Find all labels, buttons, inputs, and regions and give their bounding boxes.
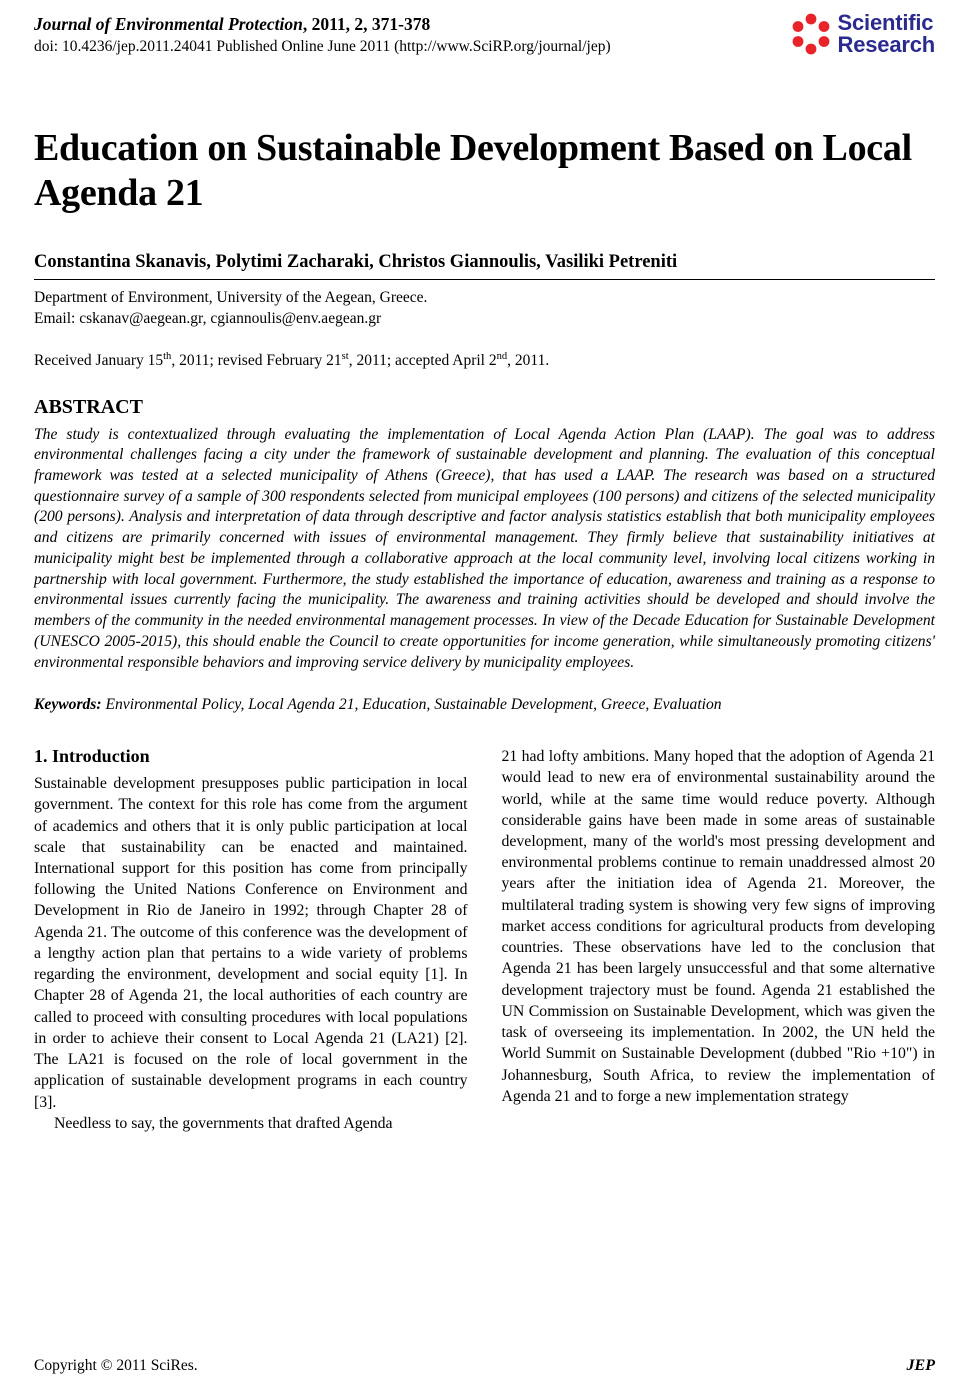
copyright-notice: Copyright © 2011 SciRes. xyxy=(34,1357,198,1374)
column-right xyxy=(502,746,936,1134)
journal-volume-pages: , 2011, 2, 371-378 xyxy=(302,14,431,34)
received-end: , 2011. xyxy=(507,351,550,369)
paragraph: Sustainable development presupposes public participation in local government. The context for this role has come from the argument of academics and others that it is only public participation at local scale that sustainability can be enacted and maintained. International support for this position has come from principally following the United Nations Conference on Environment and Development in Rio de Janeiro in 1992; through Chapter 28 of Agenda 21. The outcome of this conference was the development of a lengthy action plan that pertains to a wide variety of problems regarding the environment, development and social equity [1]. In Chapter 28 of Agenda 21, the local authorities of each country are called to proceed with consulting procedures with local populations in order to achieve their consent to Local Agenda 21 (LA21) [2]. The LA21 is focused on the role of local government in the application of sustainable development programs in each country [3]. xyxy=(34,775,468,1111)
page-footer xyxy=(34,1357,935,1375)
email-line: Email: cskanav@aegean.gr, cgiannoulis@env.aegean.gr xyxy=(34,309,382,327)
section-heading-introduction: 1. Introduction xyxy=(34,746,150,767)
received-prefix: Received January 15 xyxy=(34,351,164,369)
paragraph: 21 had lofty ambitions. Many hoped that the adoption of Agenda 21 would lead to new era of environmental sustainability around the world, while at the same time would reduce poverty. Although considerable gains have been made in some areas of sustainable development, many of the world's most pressing development and environmental problems continue to remain unaddressed almost 20 years after the initiation idea of Agenda 21. Moreover, the multilateral trading system is showing very few signs of improving market access conditions for agricultural products from developing countries. These observations have led to the conclusion that Agenda 21 has been largely unsuccessful and that some alternative development trajectory must be found. Agenda 21 established the UN Commission on Sustainable Development, which was given the task of overseeing its implementation. In 2002, the UN held the World Summit on Sustainable Development (dubbed "Rio +10") in Johannesburg, South Africa, to review the implementation of Agenda 21 and to forge a new implementation strategy xyxy=(501,748,935,1105)
body-columns xyxy=(34,746,935,1134)
doi-line: doi: 10.4236/jep.2011.24041 Published Online June 2011 (http://www.SciRP.org/journal/jep) xyxy=(34,37,611,55)
column-left xyxy=(34,746,468,1134)
column-left-text xyxy=(34,773,468,1134)
journal-name: Journal of Environmental Protection xyxy=(34,14,303,34)
abstract-text: The study is contextualized through evaluating the implementation of Local Agenda Action Plan (LAAP). The goal was to address environmental challenges facing a city under the framework of sustainable development and planning. The evaluation of this conceptual framework was tested at a selected municipality of Athens (Greece), that has used a LAAP. The research was based on a structured questionnaire survey of a sample of 300 respondents selected from municipal employees (100 persons) and citizens of the selected municipality (200 persons). Analysis and interpretation of data through descriptive and factor analysis statistics establish that both municipality employees and citizens are primarily concerned with issues of environmental management. They firmly believe that sustainability initiatives at municipality might best be implemented through a collaborative approach at the local community level, involving local citizens working in partnership with local government. Furthermore, the study established the importance of education, awareness and training as a response to environmental issues currently facing the municipality. The awareness and training activities should be developed and should involve the members of the community in the needed environmental management processes. In view of the Decade Education for Sustainable Development (UNESCO 2005-2015), this should enable the Council to create opportunities for income generation, while simultaneously promoting citizens' environmental responsible behaviors and improving service delivery by municipality employees. xyxy=(34,425,935,671)
publisher-name-line1: Scientific xyxy=(837,10,934,35)
keywords-label: Keywords: xyxy=(34,696,102,714)
scientific-research-logo-icon xyxy=(790,13,832,55)
abstract-heading: ABSTRACT xyxy=(34,395,143,418)
publisher-name xyxy=(838,12,935,57)
affiliation-line: Department of Environment, University of the Aegean, Greece. xyxy=(34,288,428,306)
author-list: Constantina Skanavis, Polytimi Zacharaki, Christos Giannoulis, Vasiliki Petreniti xyxy=(34,252,935,280)
page-header xyxy=(34,10,935,76)
keywords-block xyxy=(34,695,935,716)
received-sup-3: nd xyxy=(496,350,508,362)
publisher-name-line2: Research xyxy=(837,32,935,58)
received-dates xyxy=(34,352,935,370)
received-mid-1: , 2011; revised February 21 xyxy=(171,351,342,369)
affiliation-block xyxy=(34,288,935,330)
journal-abbreviation: JEP xyxy=(906,1357,935,1374)
received-mid-2: , 2011; accepted April 2 xyxy=(348,351,497,369)
page-title: Education on Sustainable Development Based on Local Agenda 21 xyxy=(34,127,912,214)
column-right-text xyxy=(502,746,936,1107)
keywords-list: Environmental Policy, Local Agenda 21, Education, Sustainable Development, Greece, Evaluation xyxy=(105,696,722,714)
paragraph: Needless to say, the governments that drafted Agenda xyxy=(54,1114,393,1132)
received-sup-1: th xyxy=(163,350,172,362)
received-sup-2: st xyxy=(341,350,349,362)
publisher-logo xyxy=(790,12,935,57)
